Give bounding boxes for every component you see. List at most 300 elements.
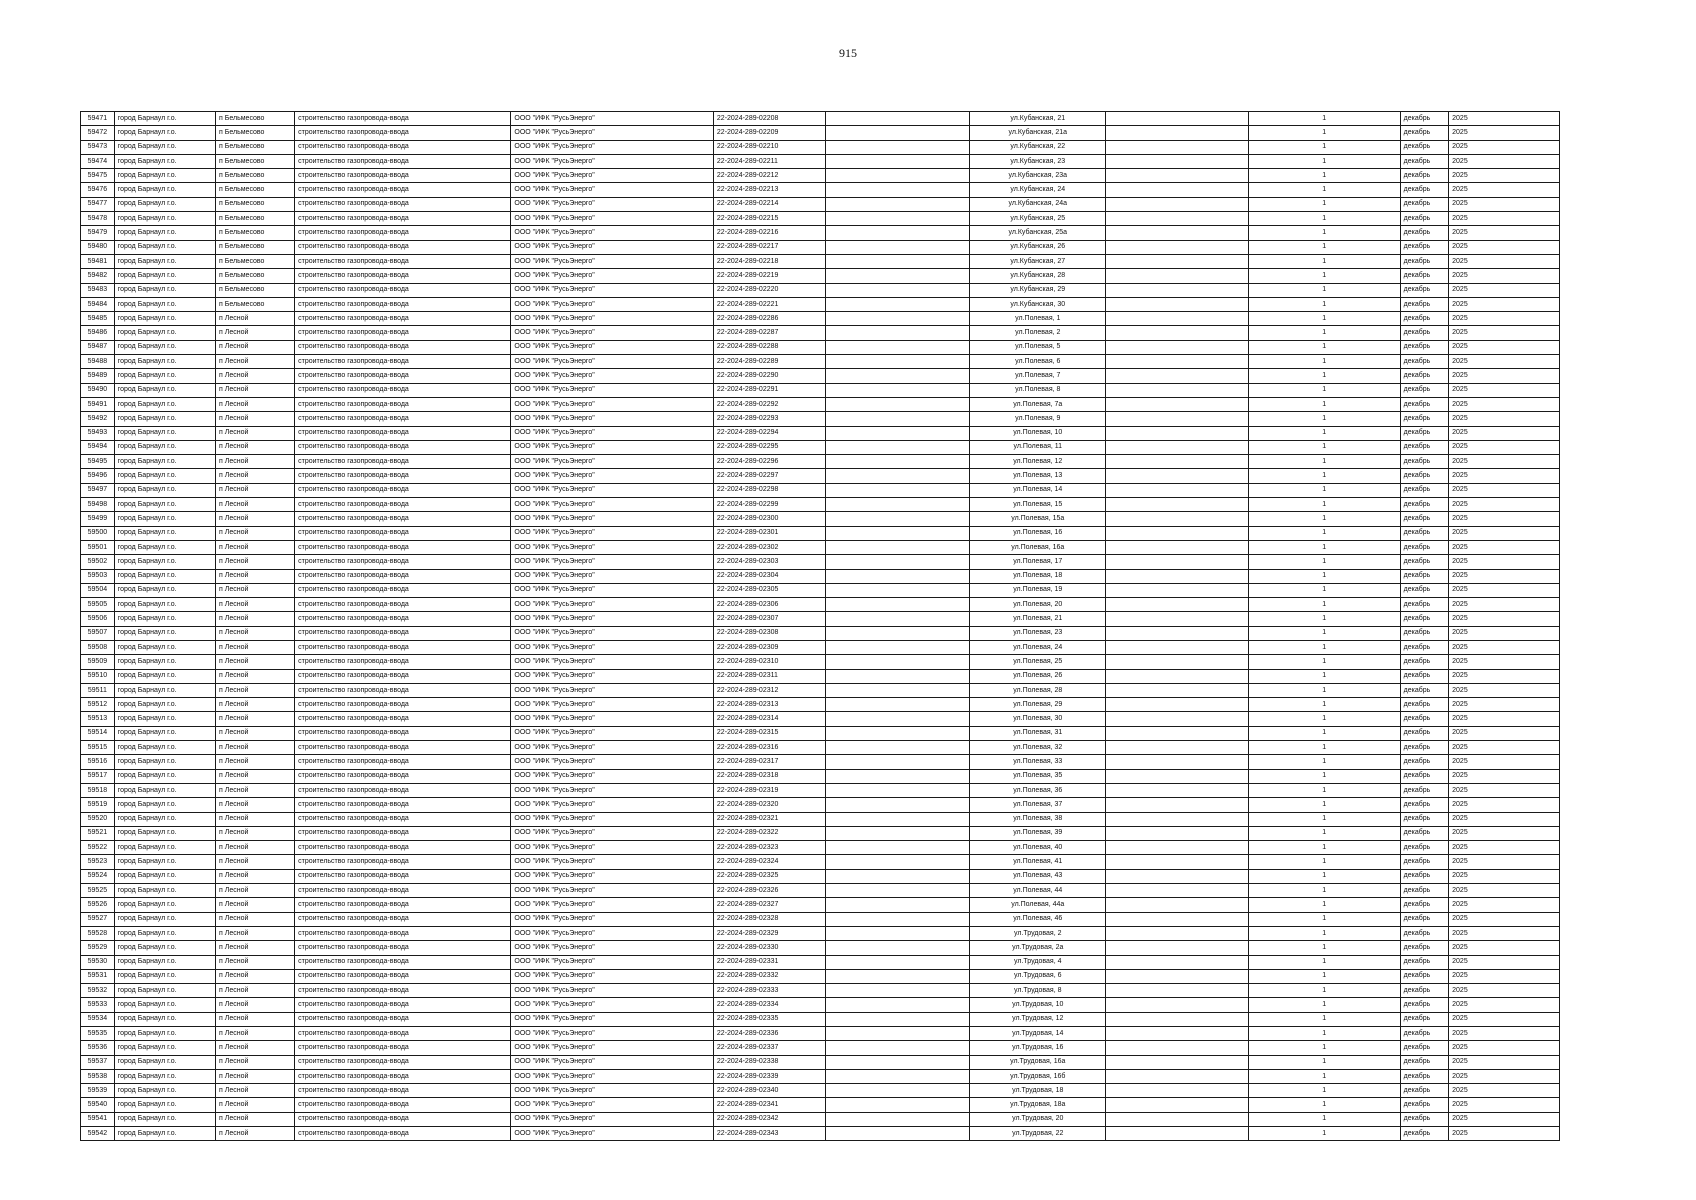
organization-cell: ООО "ИФК "РусьЭнерго": [511, 197, 714, 211]
month-cell: декабрь: [1400, 755, 1449, 769]
application-number-cell: 22-2024-289-02334: [713, 998, 825, 1012]
address-cell: ул.Полевая, 19: [970, 583, 1106, 597]
table-row: [81, 112, 1560, 126]
year-cell: 2025: [1449, 826, 1560, 840]
organization-cell: ООО "ИФК "РусьЭнерго": [511, 140, 714, 154]
organization-cell: ООО "ИФК "РусьЭнерго": [511, 612, 714, 626]
organization-cell: ООО "ИФК "РусьЭнерго": [511, 655, 714, 669]
table-row: [81, 755, 1560, 769]
month-cell: декабрь: [1400, 555, 1449, 569]
application-number-cell: 22-2024-289-02340: [713, 1084, 825, 1098]
application-number-cell: 22-2024-289-02306: [713, 598, 825, 612]
work-type-cell: строительство газопровода-ввода: [295, 355, 511, 369]
year-cell: 2025: [1449, 669, 1560, 683]
row-number-cell: 59504: [81, 583, 115, 597]
organization-cell: ООО "ИФК "РусьЭнерго": [511, 841, 714, 855]
work-type-cell: строительство газопровода-ввода: [295, 569, 511, 583]
row-number-cell: 59497: [81, 483, 115, 497]
settlement-cell: п Лесной: [216, 941, 295, 955]
quantity-cell: 1: [1248, 969, 1400, 983]
year-cell: 2025: [1449, 1127, 1560, 1141]
month-cell: декабрь: [1400, 383, 1449, 397]
municipality-cell: город Барнаул г.о.: [114, 1112, 215, 1126]
application-number-cell: 22-2024-289-02293: [713, 412, 825, 426]
quantity-cell: 1: [1248, 269, 1400, 283]
empty-cell-cell: [1106, 283, 1248, 297]
organization-cell: ООО "ИФК "РусьЭнерго": [511, 955, 714, 969]
table-row: [81, 569, 1560, 583]
month-cell: декабрь: [1400, 998, 1449, 1012]
application-number-cell: 22-2024-289-02297: [713, 469, 825, 483]
work-type-cell: строительство газопровода-ввода: [295, 183, 511, 197]
year-cell: 2025: [1449, 240, 1560, 254]
empty-cell-cell: [825, 884, 970, 898]
month-cell: декабрь: [1400, 183, 1449, 197]
application-number-cell: 22-2024-289-02220: [713, 283, 825, 297]
row-number-cell: 59539: [81, 1084, 115, 1098]
municipality-cell: город Барнаул г.о.: [114, 355, 215, 369]
address-cell: ул.Трудовая, 18а: [970, 1098, 1106, 1112]
municipality-cell: город Барнаул г.о.: [114, 212, 215, 226]
empty-cell-cell: [825, 669, 970, 683]
quantity-cell: 1: [1248, 169, 1400, 183]
settlement-cell: п Лесной: [216, 741, 295, 755]
address-cell: ул.Полевая, 41: [970, 855, 1106, 869]
empty-cell-cell: [825, 226, 970, 240]
year-cell: 2025: [1449, 154, 1560, 168]
settlement-cell: п Лесной: [216, 369, 295, 383]
empty-cell-cell: [825, 397, 970, 411]
municipality-cell: город Барнаул г.о.: [114, 798, 215, 812]
organization-cell: ООО "ИФК "РусьЭнерго": [511, 1112, 714, 1126]
empty-cell-cell: [825, 183, 970, 197]
empty-cell-cell: [825, 154, 970, 168]
address-cell: ул.Полевая, 6: [970, 355, 1106, 369]
year-cell: 2025: [1449, 340, 1560, 354]
application-number-cell: 22-2024-289-02314: [713, 712, 825, 726]
row-number-cell: 59500: [81, 526, 115, 540]
organization-cell: ООО "ИФК "РусьЭнерго": [511, 512, 714, 526]
work-type-cell: строительство газопровода-ввода: [295, 984, 511, 998]
table-row: [81, 512, 1560, 526]
address-cell: ул.Полевая, 23: [970, 626, 1106, 640]
work-type-cell: строительство газопровода-ввода: [295, 669, 511, 683]
settlement-cell: п Лесной: [216, 640, 295, 654]
settlement-cell: п Лесной: [216, 855, 295, 869]
municipality-cell: город Барнаул г.о.: [114, 969, 215, 983]
year-cell: 2025: [1449, 712, 1560, 726]
work-type-cell: строительство газопровода-ввода: [295, 1127, 511, 1141]
year-cell: 2025: [1449, 383, 1560, 397]
month-cell: декабрь: [1400, 1012, 1449, 1026]
row-number-cell: 59536: [81, 1041, 115, 1055]
application-number-cell: 22-2024-289-02305: [713, 583, 825, 597]
application-number-cell: 22-2024-289-02318: [713, 769, 825, 783]
quantity-cell: 1: [1248, 912, 1400, 926]
empty-cell-cell: [1106, 440, 1248, 454]
row-number-cell: 59518: [81, 783, 115, 797]
municipality-cell: город Барнаул г.о.: [114, 412, 215, 426]
address-cell: ул.Кубанская, 24: [970, 183, 1106, 197]
table-row: [81, 826, 1560, 840]
empty-cell-cell: [1106, 755, 1248, 769]
quantity-cell: 1: [1248, 540, 1400, 554]
row-number-cell: 59529: [81, 941, 115, 955]
work-type-cell: строительство газопровода-ввода: [295, 240, 511, 254]
work-type-cell: строительство газопровода-ввода: [295, 755, 511, 769]
organization-cell: ООО "ИФК "РусьЭнерго": [511, 1041, 714, 1055]
row-number-cell: 59535: [81, 1027, 115, 1041]
empty-cell-cell: [1106, 412, 1248, 426]
work-type-cell: строительство газопровода-ввода: [295, 698, 511, 712]
work-type-cell: строительство газопровода-ввода: [295, 455, 511, 469]
municipality-cell: город Барнаул г.о.: [114, 498, 215, 512]
municipality-cell: город Барнаул г.о.: [114, 898, 215, 912]
month-cell: декабрь: [1400, 798, 1449, 812]
table-row: [81, 683, 1560, 697]
year-cell: 2025: [1449, 926, 1560, 940]
address-cell: ул.Полевая, 11: [970, 440, 1106, 454]
empty-cell-cell: [1106, 340, 1248, 354]
row-number-cell: 59533: [81, 998, 115, 1012]
organization-cell: ООО "ИФК "РусьЭнерго": [511, 283, 714, 297]
year-cell: 2025: [1449, 1012, 1560, 1026]
municipality-cell: город Барнаул г.о.: [114, 340, 215, 354]
municipality-cell: город Барнаул г.о.: [114, 240, 215, 254]
empty-cell-cell: [825, 355, 970, 369]
quantity-cell: 1: [1248, 154, 1400, 168]
month-cell: декабрь: [1400, 355, 1449, 369]
month-cell: декабрь: [1400, 169, 1449, 183]
table-row: [81, 183, 1560, 197]
municipality-cell: город Барнаул г.о.: [114, 455, 215, 469]
year-cell: 2025: [1449, 297, 1560, 311]
table-row: [81, 741, 1560, 755]
application-number-cell: 22-2024-289-02315: [713, 726, 825, 740]
empty-cell-cell: [1106, 212, 1248, 226]
settlement-cell: п Бельмесово: [216, 254, 295, 268]
page-number: 915: [839, 46, 857, 60]
empty-cell-cell: [825, 240, 970, 254]
quantity-cell: 1: [1248, 312, 1400, 326]
organization-cell: ООО "ИФК "РусьЭнерго": [511, 126, 714, 140]
organization-cell: ООО "ИФК "РусьЭнерго": [511, 397, 714, 411]
row-number-cell: 59520: [81, 812, 115, 826]
work-type-cell: строительство газопровода-ввода: [295, 483, 511, 497]
row-number-cell: 59525: [81, 884, 115, 898]
month-cell: декабрь: [1400, 898, 1449, 912]
month-cell: декабрь: [1400, 741, 1449, 755]
empty-cell-cell: [1106, 140, 1248, 154]
month-cell: декабрь: [1400, 1055, 1449, 1069]
work-type-cell: строительство газопровода-ввода: [295, 726, 511, 740]
work-type-cell: строительство газопровода-ввода: [295, 583, 511, 597]
quantity-cell: 1: [1248, 741, 1400, 755]
quantity-cell: 1: [1248, 841, 1400, 855]
address-cell: ул.Трудовая, 16б: [970, 1069, 1106, 1083]
work-type-cell: строительство газопровода-ввода: [295, 841, 511, 855]
municipality-cell: город Барнаул г.о.: [114, 583, 215, 597]
municipality-cell: город Барнаул г.о.: [114, 383, 215, 397]
year-cell: 2025: [1449, 483, 1560, 497]
empty-cell-cell: [1106, 383, 1248, 397]
row-number-cell: 59531: [81, 969, 115, 983]
empty-cell-cell: [1106, 254, 1248, 268]
settlement-cell: п Лесной: [216, 426, 295, 440]
table-row: [81, 912, 1560, 926]
row-number-cell: 59486: [81, 326, 115, 340]
empty-cell-cell: [825, 984, 970, 998]
municipality-cell: город Барнаул г.о.: [114, 540, 215, 554]
month-cell: декабрь: [1400, 369, 1449, 383]
address-cell: ул.Полевая, 2: [970, 326, 1106, 340]
quantity-cell: 1: [1248, 926, 1400, 940]
settlement-cell: п Бельмесово: [216, 183, 295, 197]
organization-cell: ООО "ИФК "РусьЭнерго": [511, 755, 714, 769]
work-type-cell: строительство газопровода-ввода: [295, 426, 511, 440]
row-number-cell: 59499: [81, 512, 115, 526]
year-cell: 2025: [1449, 412, 1560, 426]
row-number-cell: 59494: [81, 440, 115, 454]
work-type-cell: строительство газопровода-ввода: [295, 555, 511, 569]
row-number-cell: 59498: [81, 498, 115, 512]
table-row: [81, 712, 1560, 726]
table-row: [81, 1012, 1560, 1026]
organization-cell: ООО "ИФК "РусьЭнерго": [511, 455, 714, 469]
municipality-cell: город Барнаул г.о.: [114, 512, 215, 526]
work-type-cell: строительство газопровода-ввода: [295, 440, 511, 454]
quantity-cell: 1: [1248, 183, 1400, 197]
quantity-cell: 1: [1248, 712, 1400, 726]
month-cell: декабрь: [1400, 855, 1449, 869]
year-cell: 2025: [1449, 998, 1560, 1012]
table-row: [81, 898, 1560, 912]
row-number-cell: 59526: [81, 898, 115, 912]
empty-cell-cell: [825, 626, 970, 640]
empty-cell-cell: [1106, 998, 1248, 1012]
municipality-cell: город Барнаул г.о.: [114, 598, 215, 612]
work-type-cell: строительство газопровода-ввода: [295, 540, 511, 554]
month-cell: декабрь: [1400, 826, 1449, 840]
row-number-cell: 59509: [81, 655, 115, 669]
settlement-cell: п Лесной: [216, 984, 295, 998]
application-number-cell: 22-2024-289-02213: [713, 183, 825, 197]
year-cell: 2025: [1449, 798, 1560, 812]
month-cell: декабрь: [1400, 1041, 1449, 1055]
year-cell: 2025: [1449, 212, 1560, 226]
quantity-cell: 1: [1248, 941, 1400, 955]
month-cell: декабрь: [1400, 154, 1449, 168]
work-type-cell: строительство газопровода-ввода: [295, 226, 511, 240]
application-number-cell: 22-2024-289-02323: [713, 841, 825, 855]
work-type-cell: строительство газопровода-ввода: [295, 297, 511, 311]
address-cell: ул.Полевая, 32: [970, 741, 1106, 755]
month-cell: декабрь: [1400, 326, 1449, 340]
organization-cell: ООО "ИФК "РусьЭнерго": [511, 598, 714, 612]
settlement-cell: п Лесной: [216, 898, 295, 912]
month-cell: декабрь: [1400, 655, 1449, 669]
empty-cell-cell: [825, 783, 970, 797]
quantity-cell: 1: [1248, 1084, 1400, 1098]
application-number-cell: 22-2024-289-02208: [713, 112, 825, 126]
table-row: [81, 469, 1560, 483]
address-cell: ул.Полевая, 7: [970, 369, 1106, 383]
municipality-cell: город Барнаул г.о.: [114, 769, 215, 783]
organization-cell: ООО "ИФК "РусьЭнерго": [511, 798, 714, 812]
row-number-cell: 59511: [81, 683, 115, 697]
application-number-cell: 22-2024-289-02333: [713, 984, 825, 998]
quantity-cell: 1: [1248, 884, 1400, 898]
row-number-cell: 59502: [81, 555, 115, 569]
application-number-cell: 22-2024-289-02331: [713, 955, 825, 969]
work-type-cell: строительство газопровода-ввода: [295, 683, 511, 697]
address-cell: ул.Кубанская, 23: [970, 154, 1106, 168]
municipality-cell: город Барнаул г.о.: [114, 183, 215, 197]
empty-cell-cell: [825, 1112, 970, 1126]
table-row: [81, 269, 1560, 283]
year-cell: 2025: [1449, 512, 1560, 526]
organization-cell: ООО "ИФК "РусьЭнерго": [511, 726, 714, 740]
year-cell: 2025: [1449, 269, 1560, 283]
application-number-cell: 22-2024-289-02218: [713, 254, 825, 268]
organization-cell: ООО "ИФК "РусьЭнерго": [511, 483, 714, 497]
organization-cell: ООО "ИФК "РусьЭнерго": [511, 183, 714, 197]
row-number-cell: 59475: [81, 169, 115, 183]
quantity-cell: 1: [1248, 140, 1400, 154]
empty-cell-cell: [1106, 555, 1248, 569]
organization-cell: ООО "ИФК "РусьЭнерго": [511, 926, 714, 940]
row-number-cell: 59510: [81, 669, 115, 683]
row-number-cell: 59514: [81, 726, 115, 740]
year-cell: 2025: [1449, 898, 1560, 912]
table-row: [81, 798, 1560, 812]
address-cell: ул.Кубанская, 25а: [970, 226, 1106, 240]
year-cell: 2025: [1449, 355, 1560, 369]
quantity-cell: 1: [1248, 955, 1400, 969]
settlement-cell: п Бельмесово: [216, 140, 295, 154]
application-number-cell: 22-2024-289-02317: [713, 755, 825, 769]
row-number-cell: 59537: [81, 1055, 115, 1069]
empty-cell-cell: [825, 297, 970, 311]
month-cell: декабрь: [1400, 926, 1449, 940]
year-cell: 2025: [1449, 283, 1560, 297]
municipality-cell: город Барнаул г.о.: [114, 826, 215, 840]
application-number-cell: 22-2024-289-02338: [713, 1055, 825, 1069]
application-number-cell: 22-2024-289-02214: [713, 197, 825, 211]
row-number-cell: 59482: [81, 269, 115, 283]
empty-cell-cell: [825, 540, 970, 554]
empty-cell-cell: [1106, 1112, 1248, 1126]
row-number-cell: 59471: [81, 112, 115, 126]
application-number-cell: 22-2024-289-02210: [713, 140, 825, 154]
application-number-cell: 22-2024-289-02216: [713, 226, 825, 240]
settlement-cell: п Лесной: [216, 755, 295, 769]
row-number-cell: 59523: [81, 855, 115, 869]
municipality-cell: город Барнаул г.о.: [114, 841, 215, 855]
work-type-cell: строительство газопровода-ввода: [295, 912, 511, 926]
organization-cell: ООО "ИФК "РусьЭнерго": [511, 426, 714, 440]
address-cell: ул.Полевая, 40: [970, 841, 1106, 855]
empty-cell-cell: [825, 726, 970, 740]
settlement-cell: п Лесной: [216, 841, 295, 855]
quantity-cell: 1: [1248, 1041, 1400, 1055]
organization-cell: ООО "ИФК "РусьЭнерго": [511, 898, 714, 912]
quantity-cell: 1: [1248, 583, 1400, 597]
empty-cell-cell: [825, 140, 970, 154]
month-cell: декабрь: [1400, 1069, 1449, 1083]
application-number-cell: 22-2024-289-02299: [713, 498, 825, 512]
application-number-cell: 22-2024-289-02337: [713, 1041, 825, 1055]
table-row: [81, 698, 1560, 712]
settlement-cell: п Лесной: [216, 397, 295, 411]
table-row: [81, 598, 1560, 612]
application-number-cell: 22-2024-289-02339: [713, 1069, 825, 1083]
work-type-cell: строительство газопровода-ввода: [295, 884, 511, 898]
empty-cell-cell: [825, 640, 970, 654]
quantity-cell: 1: [1248, 469, 1400, 483]
quantity-cell: 1: [1248, 826, 1400, 840]
quantity-cell: 1: [1248, 498, 1400, 512]
table-row: [81, 1098, 1560, 1112]
register-table: [80, 111, 1560, 1141]
empty-cell-cell: [1106, 1027, 1248, 1041]
year-cell: 2025: [1449, 455, 1560, 469]
application-number-cell: 22-2024-289-02219: [713, 269, 825, 283]
quantity-cell: 1: [1248, 1069, 1400, 1083]
month-cell: декабрь: [1400, 540, 1449, 554]
table-row: [81, 841, 1560, 855]
table-row: [81, 369, 1560, 383]
municipality-cell: город Барнаул г.о.: [114, 569, 215, 583]
quantity-cell: 1: [1248, 426, 1400, 440]
quantity-cell: 1: [1248, 812, 1400, 826]
work-type-cell: строительство газопровода-ввода: [295, 1084, 511, 1098]
empty-cell-cell: [1106, 955, 1248, 969]
year-cell: 2025: [1449, 683, 1560, 697]
work-type-cell: строительство газопровода-ввода: [295, 512, 511, 526]
organization-cell: ООО "ИФК "РусьЭнерго": [511, 712, 714, 726]
empty-cell-cell: [825, 498, 970, 512]
year-cell: 2025: [1449, 397, 1560, 411]
quantity-cell: 1: [1248, 512, 1400, 526]
address-cell: ул.Полевая, 7а: [970, 397, 1106, 411]
table-row: [81, 769, 1560, 783]
row-number-cell: 59495: [81, 455, 115, 469]
month-cell: декабрь: [1400, 955, 1449, 969]
address-cell: ул.Полевая, 28: [970, 683, 1106, 697]
row-number-cell: 59503: [81, 569, 115, 583]
year-cell: 2025: [1449, 984, 1560, 998]
application-number-cell: 22-2024-289-02312: [713, 683, 825, 697]
empty-cell-cell: [1106, 798, 1248, 812]
month-cell: декабрь: [1400, 426, 1449, 440]
empty-cell-cell: [825, 612, 970, 626]
empty-cell-cell: [1106, 1012, 1248, 1026]
month-cell: декабрь: [1400, 412, 1449, 426]
settlement-cell: п Лесной: [216, 712, 295, 726]
settlement-cell: п Лесной: [216, 798, 295, 812]
organization-cell: ООО "ИФК "РусьЭнерго": [511, 297, 714, 311]
address-cell: ул.Полевая, 44: [970, 884, 1106, 898]
quantity-cell: 1: [1248, 640, 1400, 654]
table-row: [81, 355, 1560, 369]
organization-cell: ООО "ИФК "РусьЭнерго": [511, 1069, 714, 1083]
row-number-cell: 59477: [81, 197, 115, 211]
municipality-cell: город Барнаул г.о.: [114, 1041, 215, 1055]
year-cell: 2025: [1449, 626, 1560, 640]
row-number-cell: 59485: [81, 312, 115, 326]
application-number-cell: 22-2024-289-02332: [713, 969, 825, 983]
